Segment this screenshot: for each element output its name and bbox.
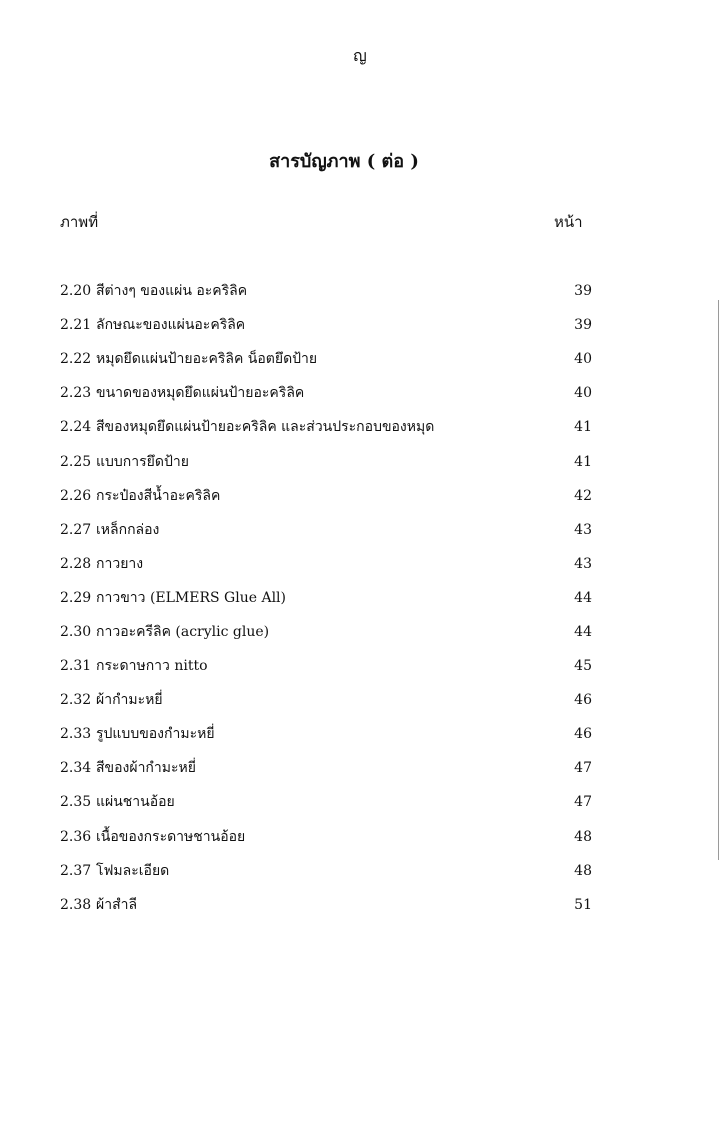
figure-caption: กาวขาว (ELMERS Glue All) (96, 589, 286, 606)
figure-page: 48 (574, 828, 592, 845)
figure-page: 40 (574, 351, 592, 368)
list-item (60, 479, 592, 513)
figure-number: 2.34 (60, 760, 92, 777)
figure-number: 2.27 (60, 521, 92, 538)
list-item (60, 444, 592, 478)
figure-page: 42 (574, 487, 592, 504)
figure-caption: ผ้าสำลี (96, 896, 138, 913)
figure-caption: สีของหมุดยึดแผ่นป้ายอะคริลิค และส่วนประกอบของหมุด (96, 419, 435, 436)
figure-number: 2.20 (60, 283, 92, 300)
figure-caption: เหล็กกล่อง (96, 521, 160, 538)
list-item (60, 751, 592, 785)
figure-caption: หมุดยึดแผ่นป้ายอะคริลิค น็อตยึดป้าย (96, 351, 318, 368)
figure-column-header: ภาพที่ (60, 213, 99, 231)
figure-caption: รูปแบบของกำมะหยี่ (96, 726, 215, 743)
figure-caption: กระดาษกาว nitto (96, 658, 208, 675)
figure-caption: สีต่างๆ ของแผ่น อะคริลิค (96, 283, 248, 300)
figure-caption: โฟมละเอียด (96, 862, 170, 879)
figure-number: 2.22 (60, 351, 92, 368)
figure-caption: กาวอะครีลิค (acrylic glue) (96, 623, 270, 640)
figure-page: 47 (574, 760, 592, 777)
figure-number: 2.36 (60, 828, 92, 845)
list-item (60, 615, 592, 649)
figure-number: 2.31 (60, 658, 92, 675)
figure-caption: สีของผ้ากำมะหยี่ (96, 760, 196, 777)
figure-number: 2.24 (60, 419, 92, 436)
figure-caption: ลักษณะของแผ่นอะคริลิค (96, 317, 246, 334)
list-item (60, 581, 592, 615)
figure-page: 51 (574, 896, 592, 913)
list-item (60, 854, 592, 888)
figure-number: 2.30 (60, 623, 92, 640)
figure-list (60, 274, 592, 922)
list-item (60, 547, 592, 581)
figure-page: 46 (574, 692, 592, 709)
list-item (60, 820, 592, 854)
figure-caption: เนื้อของกระดาษชานอ้อย (96, 828, 246, 845)
list-item (60, 274, 592, 308)
figure-caption: แบบการยึดป้าย (96, 453, 189, 470)
figure-caption: แผ่นชานอ้อย (96, 794, 175, 811)
figure-page: 44 (574, 589, 592, 606)
figure-page: 48 (574, 862, 592, 879)
list-item (60, 785, 592, 819)
scan-edge-line (718, 300, 719, 860)
figure-caption: กระป๋องสีน้ำอะคริลิค (96, 487, 221, 504)
figure-number: 2.37 (60, 862, 92, 879)
figure-page: 43 (574, 521, 592, 538)
figure-page: 45 (574, 658, 592, 675)
figure-page: 41 (574, 419, 592, 436)
figure-page: 40 (574, 385, 592, 402)
list-item (60, 376, 592, 410)
figure-number: 2.32 (60, 692, 92, 709)
list-item (60, 888, 592, 922)
figure-number: 2.29 (60, 589, 92, 606)
page-number: ญ (353, 46, 367, 65)
figure-page: 46 (574, 726, 592, 743)
list-item (60, 683, 592, 717)
page-column-header: หน้า (554, 213, 583, 231)
list-item (60, 410, 592, 444)
figure-number: 2.33 (60, 726, 92, 743)
list-item (60, 342, 592, 376)
figure-number: 2.28 (60, 555, 92, 572)
figure-caption: กาวยาง (96, 555, 144, 572)
figure-caption: ผ้ากำมะหยี่ (96, 692, 163, 709)
figure-page: 39 (574, 317, 592, 334)
figure-number: 2.25 (60, 453, 92, 470)
figure-number: 2.23 (60, 385, 92, 402)
figure-caption: ขนาดของหมุดยึดแผ่นป้ายอะคริลิค (96, 385, 305, 402)
figure-number: 2.26 (60, 487, 92, 504)
list-item (60, 308, 592, 342)
figure-number: 2.35 (60, 794, 92, 811)
figure-page: 39 (574, 283, 592, 300)
figure-page: 43 (574, 555, 592, 572)
figure-page: 41 (574, 453, 592, 470)
list-item (60, 513, 592, 547)
figure-number: 2.21 (60, 317, 92, 334)
figure-page: 44 (574, 623, 592, 640)
figure-number: 2.38 (60, 896, 92, 913)
list-item (60, 649, 592, 683)
list-item (60, 717, 592, 751)
page-title: สารบัญภาพ ( ต่อ ) (269, 151, 419, 172)
figure-page: 47 (574, 794, 592, 811)
